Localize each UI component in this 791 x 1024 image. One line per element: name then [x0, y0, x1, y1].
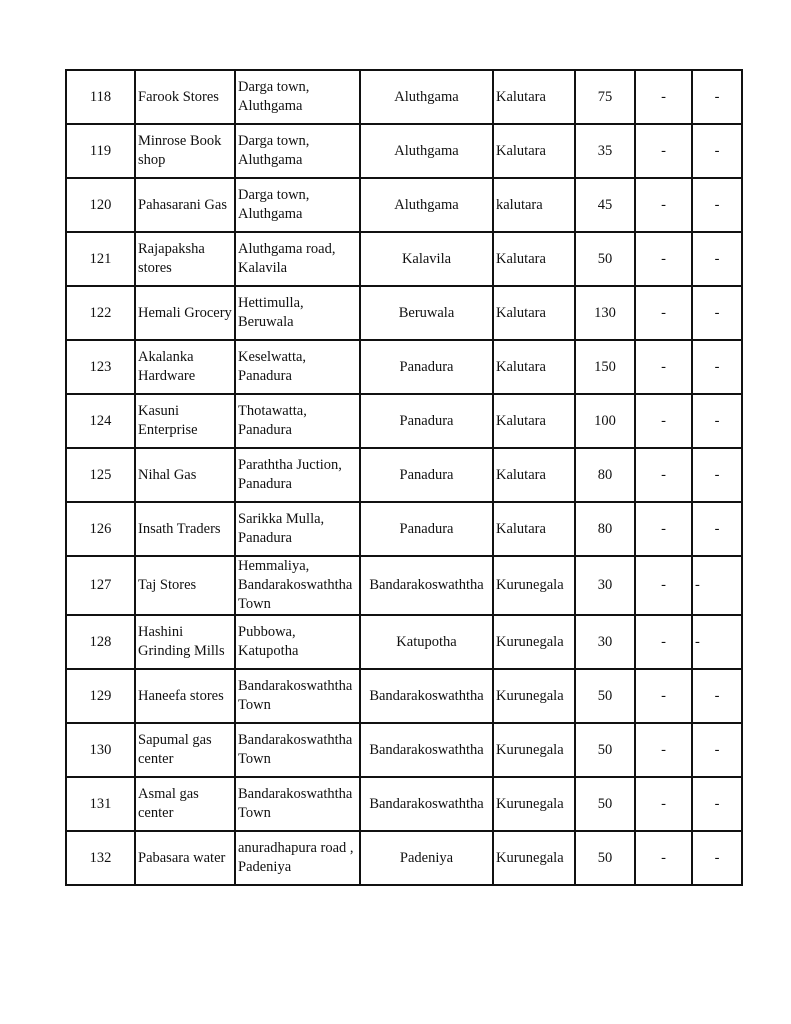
column-a-cell: -: [635, 556, 692, 615]
quantity-cell: 80: [575, 448, 635, 502]
column-b-cell: -: [692, 777, 742, 831]
column-b-cell: -: [692, 124, 742, 178]
table-row: [66, 448, 742, 502]
row-number-cell: 121: [66, 232, 135, 286]
address-cell: Darga town, Aluthgama: [235, 124, 360, 178]
shop-name-cell: Minrose Book shop: [135, 124, 235, 178]
address-cell: Thotawatta, Panadura: [235, 394, 360, 448]
row-number-cell: 125: [66, 448, 135, 502]
column-b-cell: -: [692, 232, 742, 286]
address-cell: Hemmaliya, Bandarakoswaththa Town: [235, 556, 360, 615]
column-b-cell: -: [692, 669, 742, 723]
district-cell: Kalutara: [493, 340, 575, 394]
quantity-cell: 75: [575, 70, 635, 124]
district-cell: Kalutara: [493, 124, 575, 178]
town-cell: Bandarakoswaththa: [360, 723, 493, 777]
address-cell: Bandarakoswaththa Town: [235, 777, 360, 831]
town-cell: Padeniya: [360, 831, 493, 885]
town-cell: Panadura: [360, 448, 493, 502]
dealer-table: [65, 69, 743, 886]
address-cell: Aluthgama road, Kalavila: [235, 232, 360, 286]
column-b-cell: -: [692, 556, 742, 615]
district-cell: Kalutara: [493, 286, 575, 340]
quantity-cell: 30: [575, 615, 635, 669]
shop-name-cell: Sapumal gas center: [135, 723, 235, 777]
row-number-cell: 132: [66, 831, 135, 885]
column-b-cell: -: [692, 615, 742, 669]
column-a-cell: -: [635, 340, 692, 394]
shop-name-cell: Hashini Grinding Mills: [135, 615, 235, 669]
quantity-cell: 50: [575, 723, 635, 777]
shop-name-cell: Haneefa stores: [135, 669, 235, 723]
column-a-cell: -: [635, 286, 692, 340]
quantity-cell: 50: [575, 669, 635, 723]
shop-name-cell: Farook Stores: [135, 70, 235, 124]
column-b-cell: -: [692, 723, 742, 777]
shop-name-cell: Nihal Gas: [135, 448, 235, 502]
column-b-cell: -: [692, 178, 742, 232]
district-cell: Kalutara: [493, 502, 575, 556]
row-number-cell: 118: [66, 70, 135, 124]
shop-name-cell: Pahasarani Gas: [135, 178, 235, 232]
district-cell: kalutara: [493, 178, 575, 232]
address-cell: anuradhapura road , Padeniya: [235, 831, 360, 885]
table-row: [66, 124, 742, 178]
town-cell: Bandarakoswaththa: [360, 556, 493, 615]
shop-name-cell: Hemali Grocery: [135, 286, 235, 340]
column-a-cell: -: [635, 70, 692, 124]
quantity-cell: 50: [575, 831, 635, 885]
column-b-cell: -: [692, 448, 742, 502]
row-number-cell: 124: [66, 394, 135, 448]
column-b-cell: -: [692, 340, 742, 394]
address-cell: Paraththa Juction, Panadura: [235, 448, 360, 502]
row-number-cell: 119: [66, 124, 135, 178]
row-number-cell: 122: [66, 286, 135, 340]
table-row: [66, 232, 742, 286]
district-cell: Kurunegala: [493, 777, 575, 831]
shop-name-cell: Asmal gas center: [135, 777, 235, 831]
address-cell: Darga town, Aluthgama: [235, 178, 360, 232]
shop-name-cell: Akalanka Hardware: [135, 340, 235, 394]
town-cell: Aluthgama: [360, 124, 493, 178]
table-row: [66, 70, 742, 124]
town-cell: Katupotha: [360, 615, 493, 669]
column-b-cell: -: [692, 394, 742, 448]
table-row: [66, 615, 742, 669]
quantity-cell: 30: [575, 556, 635, 615]
column-b-cell: -: [692, 70, 742, 124]
address-cell: Bandarakoswaththa Town: [235, 669, 360, 723]
table-row: [66, 178, 742, 232]
quantity-cell: 50: [575, 232, 635, 286]
column-a-cell: -: [635, 502, 692, 556]
column-b-cell: -: [692, 502, 742, 556]
column-b-cell: -: [692, 286, 742, 340]
shop-name-cell: Insath Traders: [135, 502, 235, 556]
table-row: [66, 556, 742, 615]
row-number-cell: 128: [66, 615, 135, 669]
town-cell: Aluthgama: [360, 178, 493, 232]
shop-name-cell: Pabasara water: [135, 831, 235, 885]
town-cell: Panadura: [360, 340, 493, 394]
table-row: [66, 777, 742, 831]
address-cell: Pubbowa, Katupotha: [235, 615, 360, 669]
row-number-cell: 120: [66, 178, 135, 232]
district-cell: Kurunegala: [493, 556, 575, 615]
district-cell: Kalutara: [493, 394, 575, 448]
quantity-cell: 45: [575, 178, 635, 232]
quantity-cell: 50: [575, 777, 635, 831]
quantity-cell: 100: [575, 394, 635, 448]
district-cell: Kurunegala: [493, 723, 575, 777]
row-number-cell: 126: [66, 502, 135, 556]
column-a-cell: -: [635, 615, 692, 669]
district-cell: Kurunegala: [493, 615, 575, 669]
district-cell: Kalutara: [493, 448, 575, 502]
column-a-cell: -: [635, 448, 692, 502]
shop-name-cell: Kasuni Enterprise: [135, 394, 235, 448]
row-number-cell: 123: [66, 340, 135, 394]
town-cell: Panadura: [360, 394, 493, 448]
table-row: [66, 286, 742, 340]
column-a-cell: -: [635, 669, 692, 723]
dealer-table-body: [66, 70, 742, 885]
column-a-cell: -: [635, 723, 692, 777]
table-row: [66, 502, 742, 556]
town-cell: Panadura: [360, 502, 493, 556]
shop-name-cell: Taj Stores: [135, 556, 235, 615]
column-a-cell: -: [635, 232, 692, 286]
town-cell: Beruwala: [360, 286, 493, 340]
address-cell: Darga town, Aluthgama: [235, 70, 360, 124]
address-cell: Sarikka Mulla, Panadura: [235, 502, 360, 556]
table-row: [66, 340, 742, 394]
row-number-cell: 131: [66, 777, 135, 831]
column-a-cell: -: [635, 777, 692, 831]
column-a-cell: -: [635, 831, 692, 885]
row-number-cell: 130: [66, 723, 135, 777]
quantity-cell: 130: [575, 286, 635, 340]
address-cell: Hettimulla, Beruwala: [235, 286, 360, 340]
district-cell: Kurunegala: [493, 831, 575, 885]
column-b-cell: -: [692, 831, 742, 885]
table-row: [66, 831, 742, 885]
town-cell: Kalavila: [360, 232, 493, 286]
table-row: [66, 669, 742, 723]
district-cell: Kalutara: [493, 70, 575, 124]
row-number-cell: 127: [66, 556, 135, 615]
quantity-cell: 35: [575, 124, 635, 178]
address-cell: Bandarakoswaththa Town: [235, 723, 360, 777]
district-cell: Kalutara: [493, 232, 575, 286]
quantity-cell: 80: [575, 502, 635, 556]
column-a-cell: -: [635, 124, 692, 178]
town-cell: Aluthgama: [360, 70, 493, 124]
town-cell: Bandarakoswaththa: [360, 777, 493, 831]
table-row: [66, 723, 742, 777]
shop-name-cell: Rajapaksha stores: [135, 232, 235, 286]
town-cell: Bandarakoswaththa: [360, 669, 493, 723]
column-a-cell: -: [635, 178, 692, 232]
quantity-cell: 150: [575, 340, 635, 394]
column-a-cell: -: [635, 394, 692, 448]
row-number-cell: 129: [66, 669, 135, 723]
district-cell: Kurunegala: [493, 669, 575, 723]
address-cell: Keselwatta, Panadura: [235, 340, 360, 394]
table-row: [66, 394, 742, 448]
